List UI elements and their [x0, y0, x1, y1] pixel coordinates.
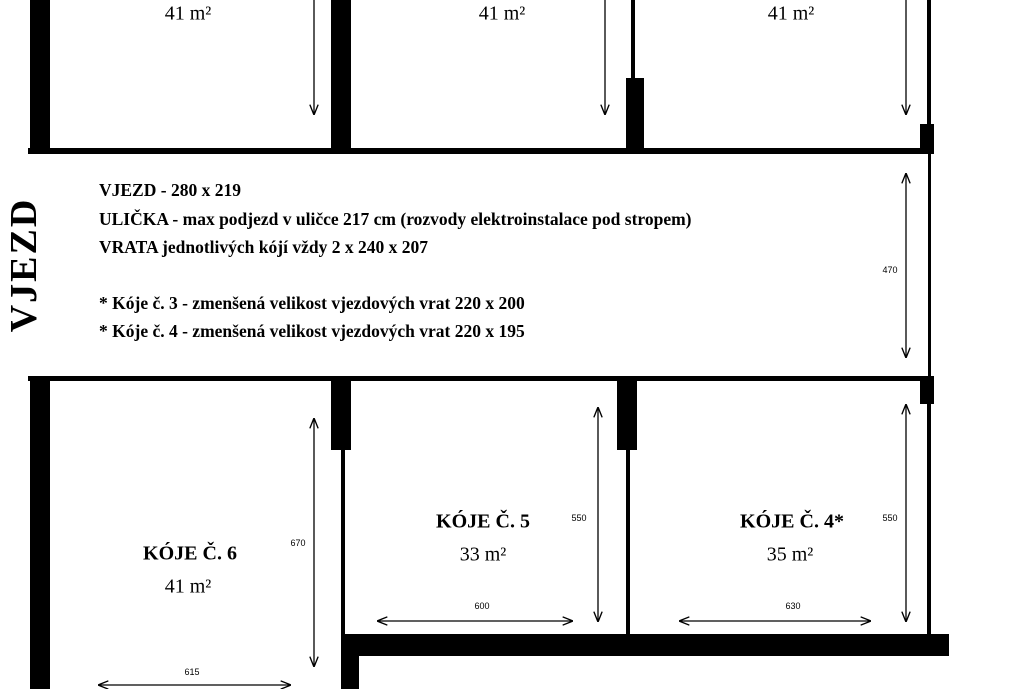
wall-top-right-post: [920, 124, 934, 154]
aisle-width-label: 470: [882, 265, 898, 275]
unit-4-title: KÓJE Č. 4*: [740, 510, 844, 533]
unit-6-width-label: 615: [184, 667, 200, 677]
wall-bottom-ceiling-2: [351, 376, 621, 381]
wall-bottom-divider-2: [626, 450, 630, 638]
unit-6-area: 41 m²: [164, 575, 212, 598]
unit-4-depth-label: 550: [882, 513, 898, 523]
top-unit-2-area: 41 m²: [478, 2, 526, 25]
wall-top-floor-2: [351, 148, 627, 154]
unit-5-title: KÓJE Č. 5: [436, 510, 530, 533]
wall-bottom-right: [927, 404, 931, 638]
wall-top-divider-2: [626, 78, 644, 154]
wall-top-floor-3: [644, 148, 930, 154]
wall-top-floor-1: [28, 148, 334, 154]
wall-bottom-floor: [345, 634, 949, 656]
wall-bottom-corner: [345, 634, 359, 689]
wall-bottom-divider-1-post: [331, 376, 351, 450]
wall-top-divider-1: [331, 0, 351, 154]
wall-top-divider-2-thin: [631, 0, 635, 80]
wall-bottom-ceiling-1: [28, 376, 334, 381]
top-unit-3-area: 41 m²: [767, 2, 815, 25]
wall-bottom-left: [30, 376, 50, 689]
unit-5-area: 33 m²: [459, 543, 507, 566]
top-unit-1-area: 41 m²: [164, 2, 212, 25]
unit-5-depth-label: 550: [571, 513, 587, 523]
unit-4-area: 35 m²: [766, 543, 814, 566]
wall-bottom-divider-2-post: [617, 376, 637, 450]
unit-5-width-label: 600: [474, 601, 490, 611]
note-line: ULIČKA - max podjezd v uličce 217 cm (rozvody elektroinstalace pod stropem): [99, 208, 692, 229]
unit-6-title: KÓJE Č. 6: [143, 542, 237, 565]
note-line: * Kóje č. 4 - zmenšená velikost vjezdových vrat 220 x 195: [99, 321, 525, 341]
note-line: * Kóje č. 3 - zmenšená velikost vjezdových vrat 220 x 200: [99, 292, 525, 313]
entrance-label: VJEZD: [3, 197, 45, 333]
wall-bottom-right-post: [920, 376, 934, 404]
note-line: VJEZD - 280 x 219: [99, 180, 241, 200]
unit-4-width-label: 630: [785, 601, 801, 611]
unit-6-depth-label: 670: [290, 538, 306, 548]
note-line: VRATA jednotlivých kójí vždy 2 x 240 x 207: [99, 237, 428, 257]
wall-bottom-divider-1: [341, 450, 345, 689]
wall-bottom-ceiling-3: [637, 376, 921, 381]
wall-top-left: [30, 0, 50, 154]
notes-block: [99, 176, 692, 346]
aisle-right-wall: [928, 154, 931, 378]
